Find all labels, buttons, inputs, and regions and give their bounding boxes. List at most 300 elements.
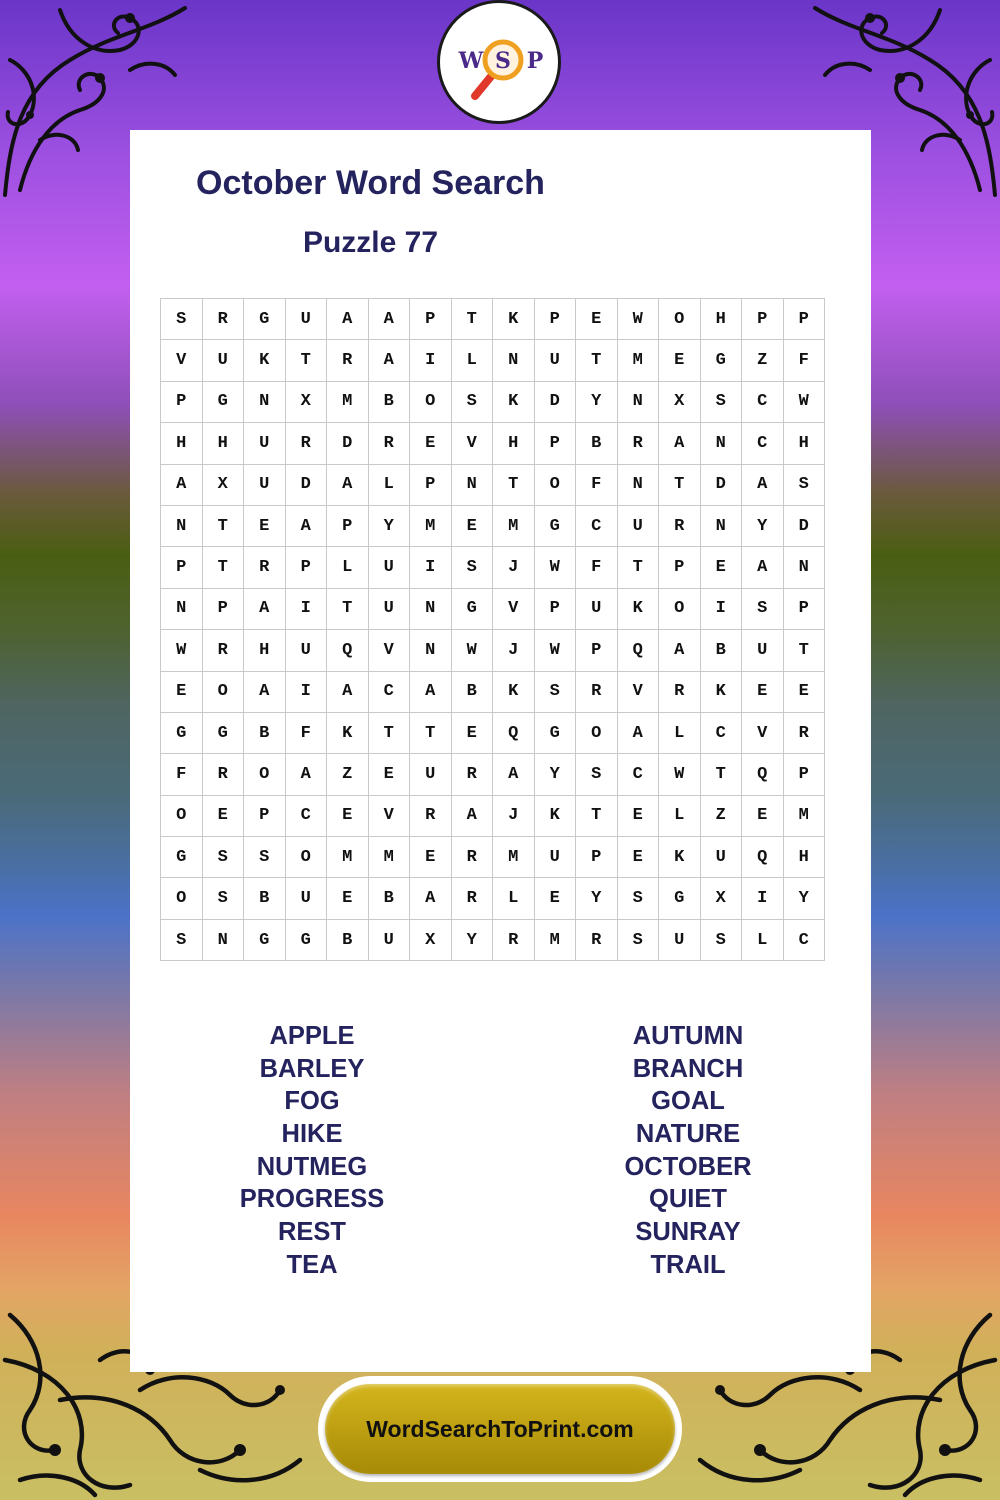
page-title: October Word Search (196, 164, 545, 202)
grid-cell: O (576, 712, 618, 753)
grid-cell: H (161, 423, 203, 464)
grid-cell: L (659, 712, 701, 753)
grid-cell: Q (742, 754, 784, 795)
word-list-item: PROGRESS (239, 1185, 385, 1214)
grid-cell: S (161, 299, 203, 340)
grid-cell: O (659, 299, 701, 340)
grid-cell: E (327, 795, 369, 836)
word-list-item: GOAL (651, 1087, 725, 1116)
grid-cell: E (161, 671, 203, 712)
grid-cell: A (368, 340, 410, 381)
grid-cell: C (783, 919, 825, 960)
grid-cell: U (742, 630, 784, 671)
word-list-item: FOG (284, 1087, 340, 1116)
grid-cell: C (368, 671, 410, 712)
grid-cell: U (368, 919, 410, 960)
grid-row (161, 299, 825, 340)
grid-cell: A (451, 795, 493, 836)
grid-cell: V (368, 795, 410, 836)
grid-cell: C (576, 505, 618, 546)
grid-cell: B (244, 712, 286, 753)
grid-cell: O (161, 878, 203, 919)
grid-cell: M (368, 837, 410, 878)
grid-cell: N (617, 464, 659, 505)
grid-cell: X (202, 464, 244, 505)
grid-cell: U (410, 754, 452, 795)
grid-cell: A (659, 630, 701, 671)
grid-cell: A (368, 299, 410, 340)
grid-cell: R (493, 919, 535, 960)
grid-cell: M (534, 919, 576, 960)
grid-row (161, 464, 825, 505)
logo-letter-s: S (495, 48, 511, 74)
grid-cell: E (368, 754, 410, 795)
grid-cell: R (617, 423, 659, 464)
grid-cell: U (244, 464, 286, 505)
grid-cell: P (534, 423, 576, 464)
grid-cell: N (700, 423, 742, 464)
grid-cell: O (244, 754, 286, 795)
logo-letter-w: W (458, 48, 484, 74)
grid-cell: G (659, 878, 701, 919)
grid-cell: A (617, 712, 659, 753)
grid-cell: O (410, 381, 452, 422)
grid-row (161, 340, 825, 381)
grid-cell: K (617, 588, 659, 629)
grid-cell: A (327, 671, 369, 712)
grid-row (161, 671, 825, 712)
grid-cell: T (659, 464, 701, 505)
grid-cell: P (244, 795, 286, 836)
grid-cell: P (783, 754, 825, 795)
grid-cell: T (576, 340, 618, 381)
grid-cell: T (451, 299, 493, 340)
grid-cell: K (244, 340, 286, 381)
grid-cell: A (244, 588, 286, 629)
grid-row (161, 630, 825, 671)
grid-cell: R (244, 547, 286, 588)
grid-cell: S (451, 547, 493, 588)
grid-cell: X (410, 919, 452, 960)
grid-cell: F (161, 754, 203, 795)
grid-cell: T (410, 712, 452, 753)
word-list-item: APPLE (269, 1022, 355, 1050)
grid-cell: N (161, 588, 203, 629)
grid-cell: U (534, 340, 576, 381)
grid-cell: B (700, 630, 742, 671)
grid-cell: Y (534, 754, 576, 795)
grid-cell: R (285, 423, 327, 464)
grid-cell: U (659, 919, 701, 960)
grid-cell: N (617, 381, 659, 422)
letter-grid (160, 298, 825, 961)
grid-cell: N (410, 588, 452, 629)
grid-cell: B (368, 381, 410, 422)
grid-cell: O (659, 588, 701, 629)
word-list-left (162, 1020, 462, 1282)
grid-cell: T (285, 340, 327, 381)
word-list-item: AUTUMN (632, 1022, 744, 1050)
grid-cell: T (700, 754, 742, 795)
word-list-item: BARLEY (259, 1054, 365, 1083)
grid-cell: J (493, 630, 535, 671)
grid-cell: C (742, 381, 784, 422)
grid-cell: E (742, 795, 784, 836)
word-list-item: HIKE (281, 1120, 343, 1149)
grid-cell: R (327, 340, 369, 381)
grid-cell: E (659, 340, 701, 381)
grid-cell: E (576, 299, 618, 340)
grid-cell: G (244, 299, 286, 340)
grid-cell: V (617, 671, 659, 712)
grid-cell: E (783, 671, 825, 712)
grid-cell: W (783, 381, 825, 422)
grid-cell: I (410, 547, 452, 588)
grid-cell: E (534, 878, 576, 919)
word-list-item: NUTMEG (256, 1152, 368, 1181)
grid-cell: V (451, 423, 493, 464)
grid-cell: A (161, 464, 203, 505)
grid-row (161, 505, 825, 546)
grid-cell: N (451, 464, 493, 505)
grid-cell: N (161, 505, 203, 546)
grid-cell: V (493, 588, 535, 629)
grid-cell: G (202, 712, 244, 753)
grid-cell: P (576, 837, 618, 878)
grid-row (161, 588, 825, 629)
grid-cell: E (327, 878, 369, 919)
grid-cell: U (534, 837, 576, 878)
grid-cell: W (451, 630, 493, 671)
grid-cell: H (244, 630, 286, 671)
grid-cell: C (700, 712, 742, 753)
grid-cell: O (161, 795, 203, 836)
grid-cell: M (493, 505, 535, 546)
grid-cell: Q (617, 630, 659, 671)
grid-cell: K (493, 381, 535, 422)
grid-cell: D (700, 464, 742, 505)
grid-cell: Z (742, 340, 784, 381)
grid-cell: K (327, 712, 369, 753)
grid-cell: C (617, 754, 659, 795)
grid-cell: Z (700, 795, 742, 836)
grid-cell: P (534, 299, 576, 340)
grid-cell: N (783, 547, 825, 588)
grid-cell: Q (493, 712, 535, 753)
grid-cell: S (534, 671, 576, 712)
word-list-item: REST (277, 1218, 346, 1247)
grid-cell: B (368, 878, 410, 919)
grid-cell: Y (742, 505, 784, 546)
grid-cell: W (617, 299, 659, 340)
grid-cell: H (783, 837, 825, 878)
grid-cell: O (285, 837, 327, 878)
logo-letter-p: P (526, 48, 544, 74)
grid-cell: O (534, 464, 576, 505)
grid-cell: F (576, 547, 618, 588)
grid-cell: P (534, 588, 576, 629)
grid-cell: E (451, 505, 493, 546)
grid-cell: U (244, 423, 286, 464)
grid-cell: T (493, 464, 535, 505)
grid-cell: S (783, 464, 825, 505)
word-list-item: TRAIL (650, 1250, 726, 1279)
grid-cell: H (202, 423, 244, 464)
grid-cell: B (576, 423, 618, 464)
grid-row (161, 547, 825, 588)
grid-cell: G (202, 381, 244, 422)
word-list-item: SUNRAY (635, 1218, 741, 1247)
grid-cell: E (617, 837, 659, 878)
grid-cell: N (700, 505, 742, 546)
grid-cell: U (285, 299, 327, 340)
grid-cell: K (493, 671, 535, 712)
grid-cell: L (368, 464, 410, 505)
grid-cell: I (700, 588, 742, 629)
grid-cell: R (368, 423, 410, 464)
grid-cell: P (161, 381, 203, 422)
grid-cell: E (617, 795, 659, 836)
grid-cell: A (327, 299, 369, 340)
word-list-item: OCTOBER (624, 1152, 752, 1181)
grid-cell: R (659, 505, 701, 546)
word-list-item: NATURE (635, 1120, 741, 1149)
grid-cell: U (700, 837, 742, 878)
grid-cell: C (742, 423, 784, 464)
grid-cell: W (659, 754, 701, 795)
grid-cell: R (451, 878, 493, 919)
grid-cell: A (410, 671, 452, 712)
grid-cell: K (493, 299, 535, 340)
grid-cell: F (576, 464, 618, 505)
grid-cell: M (327, 837, 369, 878)
grid-cell: D (534, 381, 576, 422)
grid-row (161, 754, 825, 795)
grid-cell: Y (368, 505, 410, 546)
grid-cell: P (202, 588, 244, 629)
grid-cell: G (285, 919, 327, 960)
grid-cell: S (617, 919, 659, 960)
word-list-item: BRANCH (632, 1054, 744, 1083)
grid-row (161, 423, 825, 464)
grid-cell: L (327, 547, 369, 588)
grid-cell: J (493, 795, 535, 836)
grid-cell: B (244, 878, 286, 919)
grid-cell: H (493, 423, 535, 464)
grid-cell: P (161, 547, 203, 588)
grid-cell: U (202, 340, 244, 381)
grid-cell: U (285, 878, 327, 919)
grid-row (161, 919, 825, 960)
grid-cell: Y (451, 919, 493, 960)
grid-cell: P (783, 299, 825, 340)
grid-cell: G (534, 712, 576, 753)
grid-cell: L (742, 919, 784, 960)
grid-cell: I (410, 340, 452, 381)
grid-row (161, 381, 825, 422)
grid-cell: X (700, 878, 742, 919)
magnifier-logo-icon (449, 12, 549, 112)
grid-cell: S (700, 381, 742, 422)
wsp-logo (437, 0, 561, 124)
grid-cell: S (617, 878, 659, 919)
grid-cell: U (285, 630, 327, 671)
word-list-item: TEA (286, 1250, 338, 1279)
grid-cell: H (783, 423, 825, 464)
grid-cell: G (161, 712, 203, 753)
grid-cell: L (659, 795, 701, 836)
grid-cell: R (576, 919, 618, 960)
grid-row (161, 878, 825, 919)
grid-row (161, 712, 825, 753)
grid-cell: V (742, 712, 784, 753)
grid-cell: I (285, 588, 327, 629)
grid-cell: E (410, 423, 452, 464)
grid-cell: P (410, 464, 452, 505)
site-link-button[interactable] (318, 1376, 682, 1482)
grid-cell: D (327, 423, 369, 464)
grid-cell: G (244, 919, 286, 960)
grid-cell: R (451, 837, 493, 878)
grid-cell: N (244, 381, 286, 422)
grid-cell: M (783, 795, 825, 836)
grid-cell: T (368, 712, 410, 753)
grid-cell: N (493, 340, 535, 381)
grid-cell: L (493, 878, 535, 919)
grid-cell: K (700, 671, 742, 712)
grid-cell: T (202, 505, 244, 546)
grid-cell: W (161, 630, 203, 671)
grid-cell: U (368, 588, 410, 629)
word-list-item: QUIET (649, 1185, 727, 1214)
grid-cell: P (410, 299, 452, 340)
grid-cell: A (327, 464, 369, 505)
grid-cell: N (202, 919, 244, 960)
grid-cell: Y (576, 878, 618, 919)
grid-cell: S (202, 878, 244, 919)
grid-cell: R (783, 712, 825, 753)
grid-cell: S (161, 919, 203, 960)
grid-cell: H (700, 299, 742, 340)
grid-cell: I (742, 878, 784, 919)
grid-cell: K (659, 837, 701, 878)
grid-cell: Y (783, 878, 825, 919)
grid-cell: A (659, 423, 701, 464)
grid-cell: E (244, 505, 286, 546)
grid-cell: Q (327, 630, 369, 671)
grid-cell: V (161, 340, 203, 381)
grid-cell: B (451, 671, 493, 712)
grid-cell: R (410, 795, 452, 836)
grid-cell: T (576, 795, 618, 836)
grid-cell: S (576, 754, 618, 795)
grid-cell: A (742, 547, 784, 588)
grid-cell: D (783, 505, 825, 546)
grid-cell: S (244, 837, 286, 878)
grid-cell: A (410, 878, 452, 919)
grid-cell: W (534, 547, 576, 588)
grid-cell: P (327, 505, 369, 546)
site-link-label[interactable]: WordSearchToPrint.com (325, 1384, 675, 1474)
grid-cell: P (742, 299, 784, 340)
grid-cell: R (576, 671, 618, 712)
grid-cell: X (659, 381, 701, 422)
grid-row (161, 837, 825, 878)
grid-row (161, 795, 825, 836)
puzzle-number: Puzzle 77 (302, 226, 439, 259)
grid-cell: M (617, 340, 659, 381)
grid-cell: V (368, 630, 410, 671)
grid-cell: G (161, 837, 203, 878)
grid-cell: B (327, 919, 369, 960)
grid-cell: G (700, 340, 742, 381)
grid-cell: I (285, 671, 327, 712)
grid-cell: S (451, 381, 493, 422)
grid-cell: G (534, 505, 576, 546)
grid-cell: A (244, 671, 286, 712)
grid-cell: P (783, 588, 825, 629)
grid-cell: G (451, 588, 493, 629)
grid-cell: M (493, 837, 535, 878)
grid-cell: S (742, 588, 784, 629)
grid-cell: O (202, 671, 244, 712)
word-list-right (538, 1020, 838, 1282)
grid-cell: T (202, 547, 244, 588)
grid-cell: R (202, 754, 244, 795)
grid-cell: S (700, 919, 742, 960)
grid-cell: A (285, 754, 327, 795)
grid-cell: E (410, 837, 452, 878)
grid-cell: P (659, 547, 701, 588)
grid-cell: M (410, 505, 452, 546)
grid-cell: P (285, 547, 327, 588)
grid-cell: E (451, 712, 493, 753)
grid-cell: U (368, 547, 410, 588)
grid-cell: W (534, 630, 576, 671)
grid-cell: Z (327, 754, 369, 795)
grid-cell: A (285, 505, 327, 546)
grid-cell: R (451, 754, 493, 795)
grid-cell: Q (742, 837, 784, 878)
grid-cell: U (576, 588, 618, 629)
grid-cell: U (617, 505, 659, 546)
grid-cell: A (742, 464, 784, 505)
grid-cell: R (202, 630, 244, 671)
grid-cell: T (783, 630, 825, 671)
grid-cell: A (493, 754, 535, 795)
grid-cell: N (410, 630, 452, 671)
grid-cell: S (202, 837, 244, 878)
grid-cell: Y (576, 381, 618, 422)
grid-cell: D (285, 464, 327, 505)
grid-cell: R (659, 671, 701, 712)
grid-cell: F (783, 340, 825, 381)
grid-cell: X (285, 381, 327, 422)
grid-cell: L (451, 340, 493, 381)
grid-cell: E (202, 795, 244, 836)
grid-cell: T (327, 588, 369, 629)
grid-cell: P (576, 630, 618, 671)
grid-cell: K (534, 795, 576, 836)
grid-cell: J (493, 547, 535, 588)
grid-cell: F (285, 712, 327, 753)
grid-cell: T (617, 547, 659, 588)
grid-cell: E (700, 547, 742, 588)
grid-cell: C (285, 795, 327, 836)
grid-cell: E (742, 671, 784, 712)
grid-cell: M (327, 381, 369, 422)
grid-cell: R (202, 299, 244, 340)
